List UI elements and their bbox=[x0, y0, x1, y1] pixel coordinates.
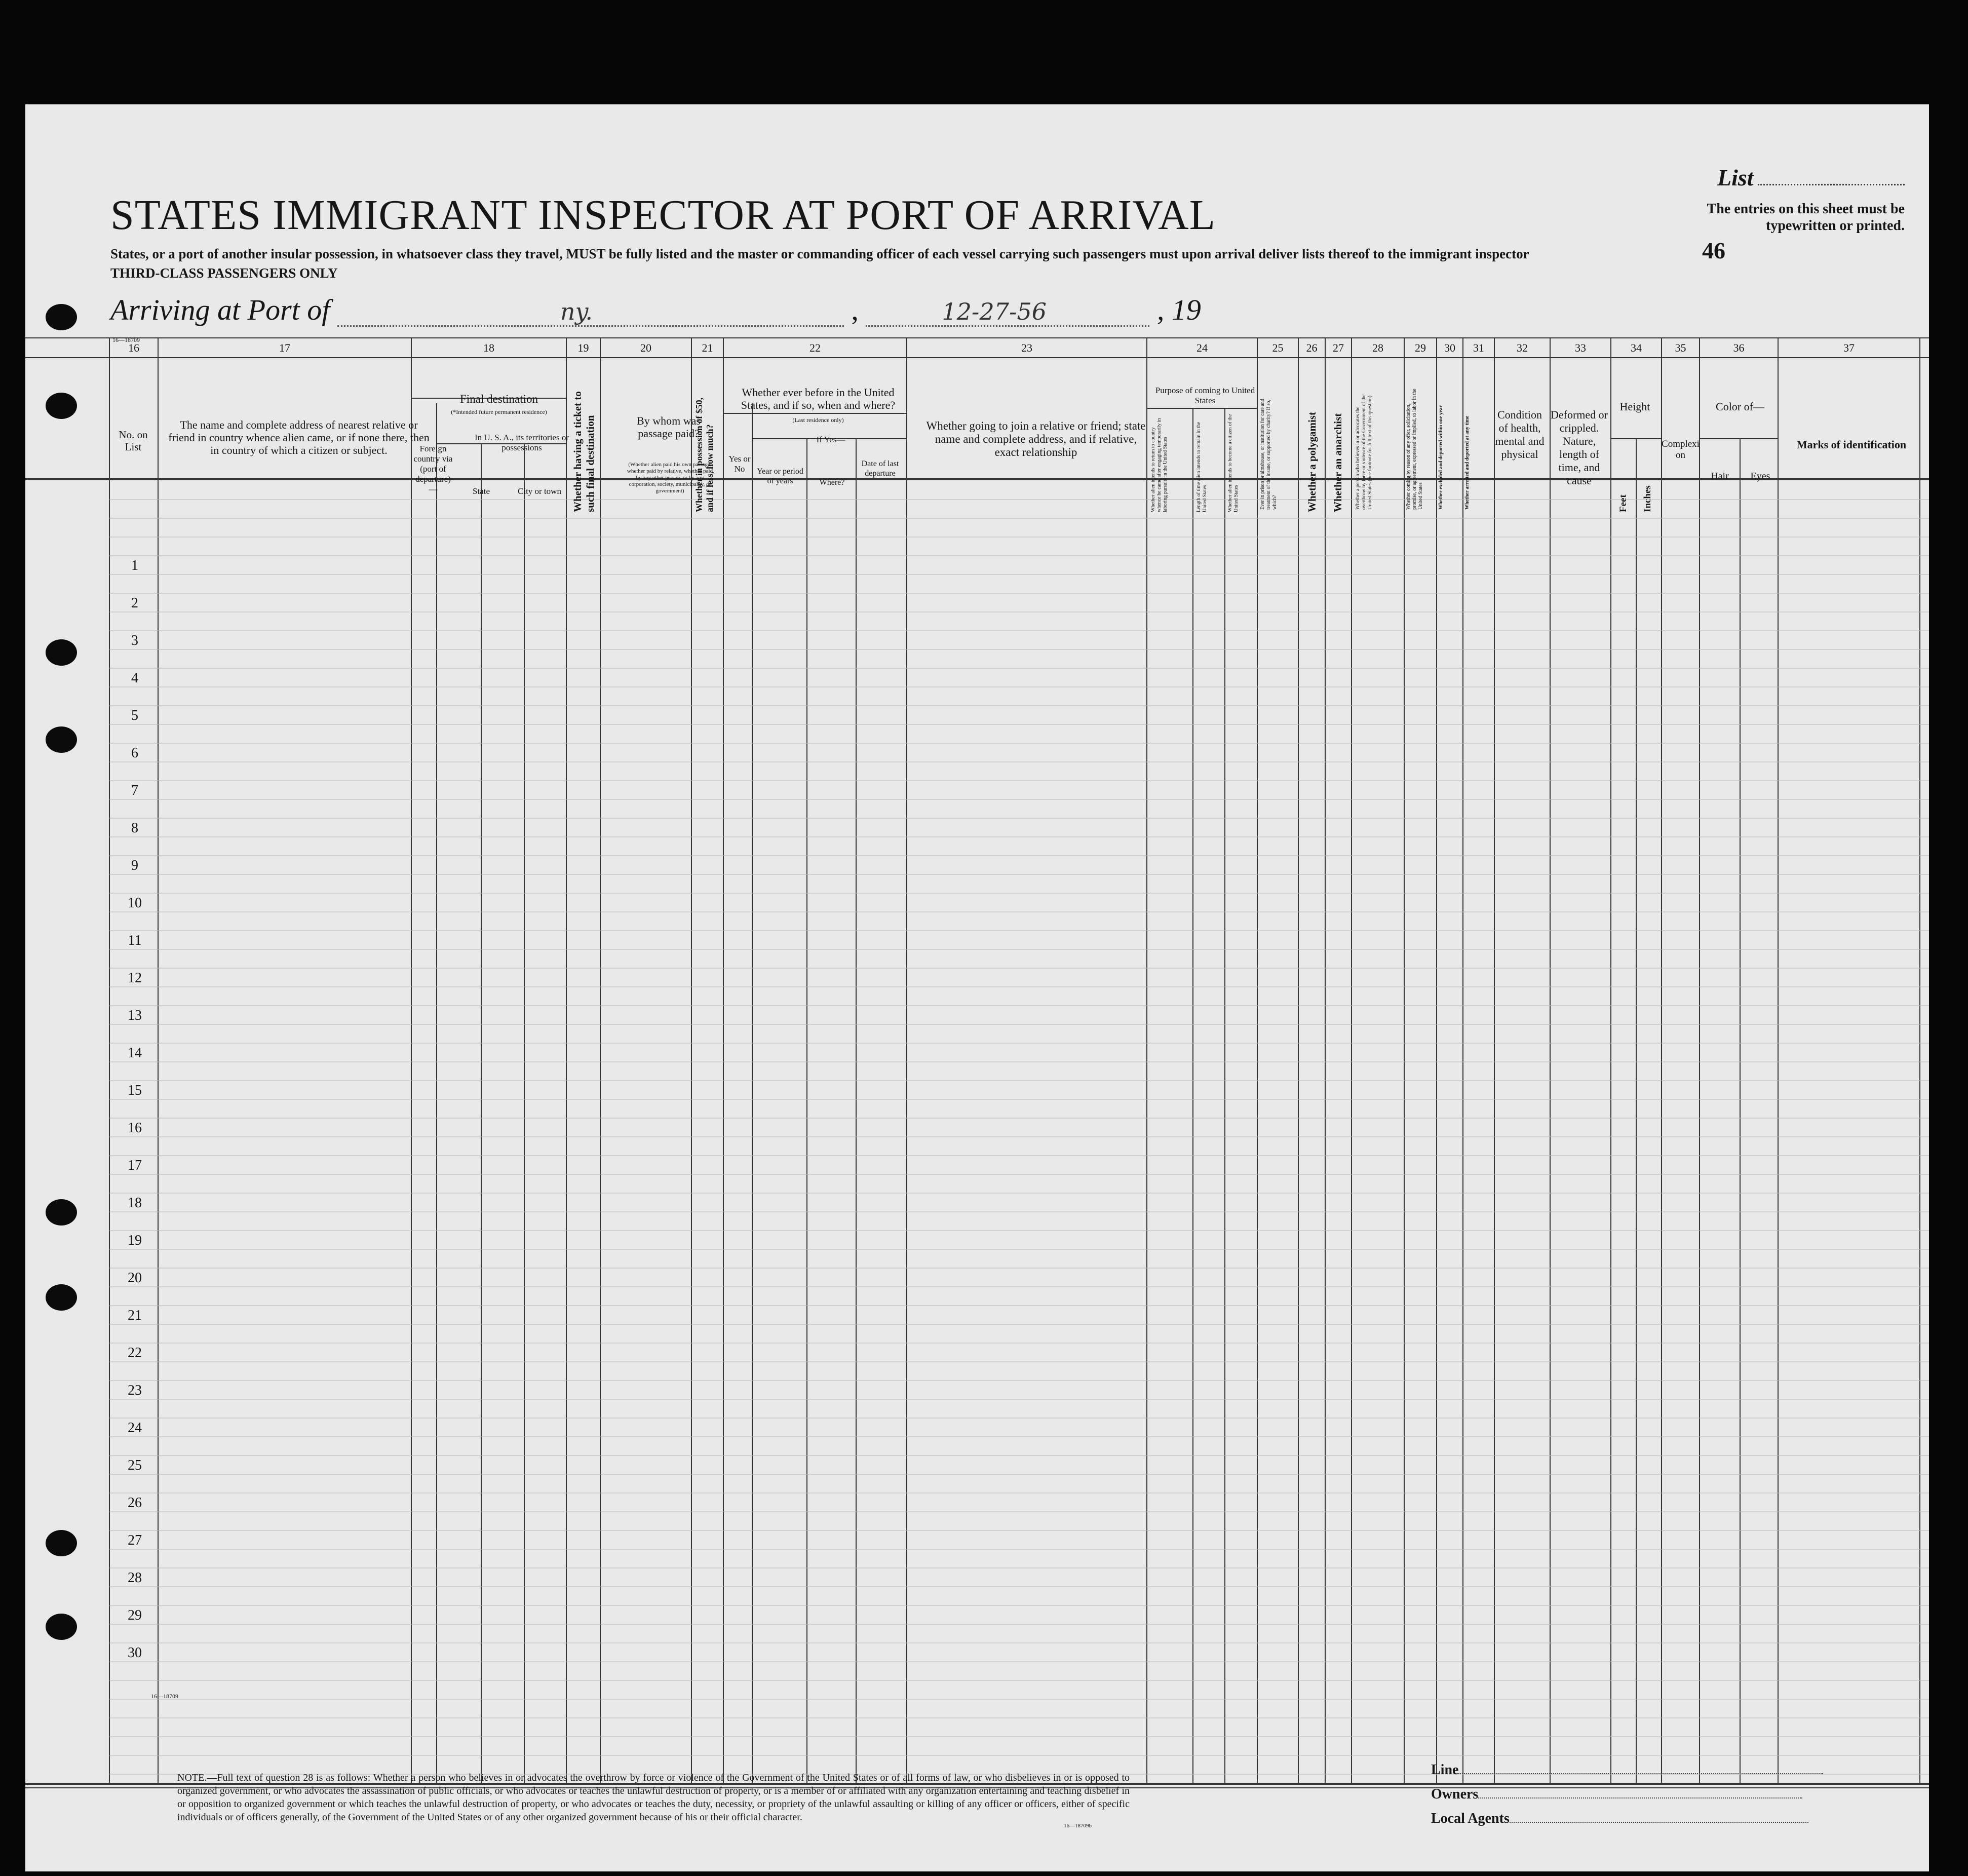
column-number: 26 bbox=[1306, 341, 1318, 354]
line-field: Line bbox=[1431, 1762, 1823, 1778]
column-number: 34 bbox=[1631, 341, 1642, 354]
column-number: 28 bbox=[1372, 341, 1383, 354]
punch-hole bbox=[46, 393, 77, 419]
row-number: 5 bbox=[131, 708, 138, 723]
column-number: 30 bbox=[1444, 341, 1455, 354]
col34-feet: Feet bbox=[1617, 494, 1629, 512]
punch-hole bbox=[46, 1199, 77, 1226]
column-number: 19 bbox=[577, 341, 589, 354]
col28-header: Whether a person who believes in or advocates the overthrow by force or violence of the Government of the United States (See footnote for full text of this question) bbox=[1355, 394, 1373, 510]
row-number: 20 bbox=[128, 1270, 142, 1286]
col18-city: City or town bbox=[518, 486, 561, 496]
row-number: 13 bbox=[128, 1008, 142, 1023]
row-number: 6 bbox=[131, 745, 138, 761]
row-number: 21 bbox=[128, 1308, 142, 1323]
punch-hole bbox=[46, 639, 77, 666]
row-number: 10 bbox=[128, 895, 142, 911]
row-number: 14 bbox=[128, 1045, 142, 1061]
column-number: 23 bbox=[1021, 341, 1032, 354]
row-number: 15 bbox=[128, 1083, 142, 1098]
row-number: 2 bbox=[131, 595, 138, 611]
row-number: 27 bbox=[128, 1533, 142, 1548]
col27-header: Whether an anarchist bbox=[1331, 413, 1344, 512]
col22-ifyes: If Yes— bbox=[816, 435, 845, 444]
col22-period: Year or period of years bbox=[757, 467, 803, 485]
row-number: 1 bbox=[131, 558, 138, 573]
column-number: 17 bbox=[279, 341, 290, 354]
row-number: 28 bbox=[128, 1570, 142, 1586]
col18-usa: In U. S. A., its territories or possessions bbox=[474, 433, 569, 452]
col29-header: Whether coming by reason of any offer, solicitation, promise, or agreement, expressed or implied, to labor in the United States bbox=[1406, 389, 1423, 510]
col20-note: (Whether alien paid his own passage, whether paid by relative, whether paid by any other person, or by any corporation, society, municipality, or government) bbox=[627, 462, 713, 494]
column-number: 35 bbox=[1675, 341, 1686, 354]
row-number: 19 bbox=[128, 1233, 142, 1248]
row-number: 7 bbox=[131, 783, 138, 798]
row-number: 23 bbox=[128, 1383, 142, 1398]
column-number: 37 bbox=[1843, 341, 1855, 354]
col35-header: Complexion bbox=[1662, 439, 1700, 461]
row-number: 17 bbox=[128, 1158, 142, 1173]
row-number: 3 bbox=[131, 633, 138, 648]
row-number: 16 bbox=[128, 1120, 142, 1136]
col36-header: Color of— bbox=[1716, 400, 1764, 413]
col37-header: Marks of identification bbox=[1796, 438, 1907, 451]
row-number: 12 bbox=[128, 970, 142, 986]
column-number: 36 bbox=[1733, 341, 1745, 354]
column-number: 21 bbox=[702, 341, 713, 354]
col24-c: Whether alien intends to become a citizen of the United States bbox=[1227, 414, 1239, 512]
row-number: 11 bbox=[128, 933, 142, 948]
row-number: 25 bbox=[128, 1458, 142, 1473]
port-value: ny. bbox=[560, 298, 593, 325]
row-number: 4 bbox=[131, 670, 138, 686]
col16-header: No. on List bbox=[119, 429, 148, 453]
sheet-number: 46 bbox=[1702, 238, 1725, 263]
class-line: THIRD-CLASS PASSENGERS ONLY bbox=[110, 265, 338, 281]
col36-eyes: Eyes bbox=[1750, 471, 1770, 482]
column-number: 22 bbox=[809, 341, 821, 354]
footnote-question-28: NOTE.—Full text of question 28 is as follows: Whether a person who believes in or advocates the overthrow by force or violence of the Government of the United States or of all forms of law, or who disbelieves in or is opposed to organized government, or who advocates the assassination of public officials, or who advocates or teaches the unlawful destruction of property, or is a member of or affiliated with any organization entertaining and teaching disbelief in or opposition to organized government or which teaches the unlawful destruction of property, or who advocates or teaches the duty, necessity, or propriety of the unlawful assaulting or killing of any officer or officers, either of specific individuals or of officers generally, of the Government of the United States or of any other organized government because of his or their official character. bbox=[177, 1772, 1130, 1823]
row-number: 30 bbox=[128, 1645, 142, 1661]
column-number: 20 bbox=[640, 341, 651, 354]
page-title: STATES IMMIGRANT INSPECTOR AT PORT OF ARRIVAL bbox=[110, 192, 1216, 239]
col34-header: Height bbox=[1619, 400, 1650, 413]
col18-state: State bbox=[473, 486, 490, 496]
col21-header: Whether in possession of $50, and if less, how much? bbox=[694, 397, 715, 512]
column-number: 25 bbox=[1272, 341, 1284, 354]
column-number: 33 bbox=[1575, 341, 1586, 354]
col18-title: Final destination bbox=[460, 393, 538, 405]
row-number: 29 bbox=[128, 1607, 142, 1623]
col25-header: Ever in prison or almshouse, or institution for care and treatment of the insane, or supported by charity? If so, which? bbox=[1260, 399, 1278, 510]
row-number: 9 bbox=[131, 858, 138, 873]
col34-inches: Inches bbox=[1642, 485, 1653, 512]
column-number: 31 bbox=[1473, 341, 1484, 354]
col32-header: Condition of health, mental and physical bbox=[1495, 408, 1545, 461]
col26-header: Whether a polygamist bbox=[1305, 412, 1318, 512]
col17-header: The name and complete address of nearest relative or friend in country whence alien came, or if none there, then in country of which a citizen or subject. bbox=[168, 418, 430, 456]
row-number: 22 bbox=[128, 1345, 142, 1361]
col22-header: Whether ever before in the United States, and if so, when and where? bbox=[741, 386, 896, 411]
col20-header: By whom was passage paid? bbox=[637, 414, 701, 440]
col24-a: Whether alien intends to return to country whence he came after engaging temporarily in laboring pursuits in the United States bbox=[1150, 418, 1168, 512]
local-agents-field: Local Agents bbox=[1431, 1811, 1808, 1827]
column-number: 27 bbox=[1333, 341, 1344, 354]
column-number: 32 bbox=[1517, 341, 1528, 354]
date-value: 12-27-56 bbox=[942, 298, 1047, 325]
list-label: List bbox=[1717, 164, 1905, 191]
column-number: 16 bbox=[128, 341, 139, 354]
bottom-form-code: 16—18709 bbox=[151, 1693, 178, 1700]
row-number: 8 bbox=[131, 820, 138, 836]
page-subtitle: States, or a port of another insular possession, in whatsoever class they travel, MUST be fully listed and the master or commanding officer of each vessel carrying such passengers must upon arrival deliver lists thereof to the immigrant inspector bbox=[110, 246, 1529, 261]
manifest-sheet bbox=[25, 104, 1929, 1871]
col19-header: Whether having a ticket to such final destination bbox=[571, 391, 596, 512]
column-number: 29 bbox=[1415, 341, 1426, 354]
col22-yesno: Yes or No bbox=[728, 454, 751, 474]
row-number: 26 bbox=[128, 1495, 142, 1511]
typewritten-notice: The entries on this sheet must be typewritten or printed. bbox=[1707, 201, 1905, 234]
row-number: 24 bbox=[128, 1420, 142, 1436]
col18-note: (*Intended future permanent residence) bbox=[451, 408, 547, 415]
punch-hole bbox=[46, 726, 77, 753]
punch-hole bbox=[46, 304, 77, 330]
owners-field: Owners bbox=[1431, 1786, 1802, 1803]
column-number: 18 bbox=[483, 341, 494, 354]
arriving-label: Arriving at Port of bbox=[110, 293, 330, 326]
footnote-code: 16—18709b bbox=[1064, 1823, 1092, 1829]
arriving-line: Arriving at Port of ny. , 12-27-56 , 19 bbox=[110, 293, 1201, 326]
col30-header: Whether excluded and deported within one year bbox=[1438, 405, 1444, 510]
col24-header: Purpose of coming to United States bbox=[1155, 386, 1255, 405]
col36-hair: Hair bbox=[1711, 471, 1729, 482]
manifest-grid bbox=[25, 337, 1929, 1822]
punch-hole bbox=[46, 1530, 77, 1556]
col18-foreign: Foreign country via (port of departure)— bbox=[413, 444, 453, 494]
year-prefix: , 19 bbox=[1156, 293, 1201, 326]
punch-hole bbox=[46, 1614, 77, 1640]
form-code: 16—18709 bbox=[112, 336, 140, 343]
col24-b: Length of time alien intends to remain in the United States bbox=[1195, 422, 1208, 512]
col22-where: Where? bbox=[819, 478, 845, 487]
column-number: 24 bbox=[1197, 341, 1208, 354]
col22-date: Date of last departure bbox=[861, 460, 899, 478]
punch-hole bbox=[46, 1284, 77, 1311]
col33-header: Deformed or crippled. Nature, length of time, and cause bbox=[1550, 408, 1608, 487]
col31-header: Whether arrested and deported at any time bbox=[1464, 415, 1470, 510]
row-number: 18 bbox=[128, 1195, 142, 1211]
col22-note: (Last residence only) bbox=[792, 416, 844, 424]
col23-header: Whether going to join a relative or friend; state name and complete address, and if relative, exact relationship bbox=[926, 419, 1146, 458]
